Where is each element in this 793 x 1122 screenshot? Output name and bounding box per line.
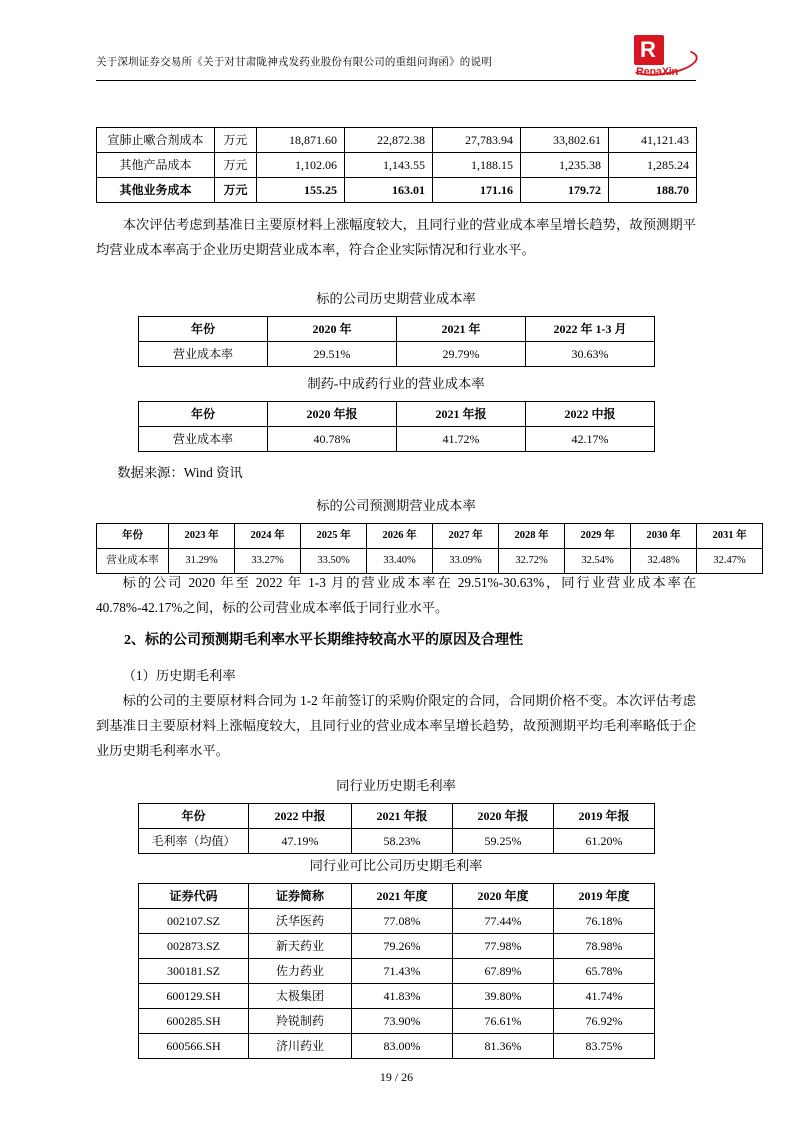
heading-2-wrapper	[96, 628, 696, 653]
table-row	[139, 959, 655, 984]
row-label: 营业成本率	[139, 427, 268, 452]
table-header-row	[139, 884, 655, 909]
col-header: 2021 年报	[352, 804, 453, 829]
industry-margin-caption: 同行业历史期毛利率	[336, 778, 456, 793]
cell: 新天药业	[249, 934, 352, 959]
col-header: 2019 年报	[554, 804, 655, 829]
cell: 81.36%	[453, 1034, 554, 1059]
cell: 76.61%	[453, 1009, 554, 1034]
header-divider	[96, 80, 696, 81]
cell: 179.72	[521, 178, 609, 203]
cell: 33,802.61	[521, 128, 609, 153]
col-header: 2021 年	[397, 317, 526, 342]
col-header: 2021 年度	[352, 884, 453, 909]
cell: 163.01	[345, 178, 433, 203]
cell: 1,285.24	[609, 153, 697, 178]
cell: 羚锐制药	[249, 1009, 352, 1034]
col-header: 2022 中报	[249, 804, 352, 829]
cell: 58.23%	[352, 829, 453, 854]
row-unit: 万元	[215, 153, 257, 178]
table-row	[139, 1034, 655, 1059]
cell: 33.09%	[433, 549, 499, 574]
forecast-cost-table	[96, 523, 763, 574]
cell: 39.80%	[453, 984, 554, 1009]
hist-cost-caption: 标的公司历史期营业成本率	[316, 291, 476, 306]
cell: 29.51%	[268, 342, 397, 367]
table-row	[139, 984, 655, 1009]
row-label: 营业成本率	[97, 549, 169, 574]
cell: 600129.SH	[139, 984, 249, 1009]
cell: 太极集团	[249, 984, 352, 1009]
page-header	[96, 37, 696, 90]
hist-cost-section	[96, 288, 696, 367]
cell: 002107.SZ	[139, 909, 249, 934]
col-header: 年份	[97, 524, 169, 549]
forecast-cost-caption: 标的公司预测期营业成本率	[316, 498, 476, 513]
cell: 67.89%	[453, 959, 554, 984]
sub-heading-1: （1）历史期毛利率	[122, 668, 236, 683]
col-header: 2031 年	[697, 524, 763, 549]
cell: 61.20%	[554, 829, 655, 854]
company-logo	[628, 35, 696, 81]
cell: 73.90%	[352, 1009, 453, 1034]
comparable-margin-caption: 同行业可比公司历史期毛利率	[309, 858, 483, 873]
table-row	[139, 342, 655, 367]
row-label: 其他业务成本	[97, 178, 215, 203]
cell: 32.72%	[499, 549, 565, 574]
logo-letter: R	[640, 37, 656, 62]
col-header: 2025 年	[301, 524, 367, 549]
cell: 18,871.60	[257, 128, 345, 153]
cell: 188.70	[609, 178, 697, 203]
cell: 40.78%	[268, 427, 397, 452]
row-label: 其他产品成本	[97, 153, 215, 178]
hist-cost-table	[138, 316, 655, 367]
paragraph-2-wrapper	[96, 570, 696, 620]
cell: 33.40%	[367, 549, 433, 574]
table-row	[139, 1009, 655, 1034]
cell: 83.75%	[554, 1034, 655, 1059]
col-header: 证券代码	[139, 884, 249, 909]
cell: 32.54%	[565, 549, 631, 574]
cell: 47.19%	[249, 829, 352, 854]
industry-cost-caption: 制药-中成药行业的营业成本率	[307, 376, 485, 391]
cell: 76.92%	[554, 1009, 655, 1034]
col-header: 2021 年报	[397, 402, 526, 427]
table-header-row	[139, 402, 655, 427]
cell: 佐力药业	[249, 959, 352, 984]
cell: 33.50%	[301, 549, 367, 574]
col-header: 证券简称	[249, 884, 352, 909]
industry-cost-table	[138, 401, 655, 452]
cell: 1,102.06	[257, 153, 345, 178]
row-label: 宣肺止嗽合剂成本	[97, 128, 215, 153]
col-header: 年份	[139, 317, 268, 342]
cell: 71.43%	[352, 959, 453, 984]
row-unit: 万元	[215, 128, 257, 153]
cell: 30.63%	[526, 342, 655, 367]
cost-breakdown-table	[96, 127, 697, 203]
cell: 171.16	[433, 178, 521, 203]
cell: 155.25	[257, 178, 345, 203]
comparable-margin-table	[138, 883, 655, 1059]
cell: 76.18%	[554, 909, 655, 934]
cell: 77.98%	[453, 934, 554, 959]
logo-wordmark: RenaXin	[636, 66, 678, 78]
header-title: 关于深圳证券交易所《关于对甘肃陇神戎发药业股份有限公司的重组问询函》的说明	[96, 57, 492, 68]
table-row	[139, 829, 655, 854]
col-header: 2020 年报	[268, 402, 397, 427]
table-row	[139, 909, 655, 934]
col-header: 年份	[139, 804, 249, 829]
industry-margin-table	[138, 803, 655, 854]
col-header: 2023 年	[169, 524, 235, 549]
col-header: 2030 年	[631, 524, 697, 549]
table-row	[139, 934, 655, 959]
cell: 79.26%	[352, 934, 453, 959]
col-header: 2020 年度	[453, 884, 554, 909]
data-source-wrapper	[96, 460, 696, 485]
industry-margin-section	[96, 775, 696, 854]
paragraph-3: 标的公司的主要原材料合同为 1-2 年前签订的采购价限定的合同，合同期价格不变。本次评估考虑到基准日主要原材料上涨幅度较大，且同行业的营业成本率呈增长趋势，故预测期平均毛利率略低于企业历史期毛利率水平。	[96, 693, 696, 758]
cell: 83.00%	[352, 1034, 453, 1059]
table-header-row	[139, 317, 655, 342]
col-header: 2022 年 1-3 月	[526, 317, 655, 342]
cell: 41,121.43	[609, 128, 697, 153]
table-row	[139, 427, 655, 452]
table-header-row	[139, 804, 655, 829]
table-row	[97, 178, 697, 203]
page-number: 19 / 26	[379, 1070, 414, 1084]
industry-cost-section	[96, 373, 696, 452]
table-row	[97, 128, 697, 153]
table-header-row	[97, 524, 763, 549]
col-header: 2019 年度	[554, 884, 655, 909]
col-header: 2024 年	[235, 524, 301, 549]
cell: 1,235.38	[521, 153, 609, 178]
cell: 65.78%	[554, 959, 655, 984]
row-label: 营业成本率	[139, 342, 268, 367]
cell: 59.25%	[453, 829, 554, 854]
row-unit: 万元	[215, 178, 257, 203]
cell: 31.29%	[169, 549, 235, 574]
cell: 42.17%	[526, 427, 655, 452]
col-header: 2020 年	[268, 317, 397, 342]
row-label: 毛利率（均值）	[139, 829, 249, 854]
cell: 32.48%	[631, 549, 697, 574]
col-header: 2029 年	[565, 524, 631, 549]
cell: 沃华医药	[249, 909, 352, 934]
cell: 41.83%	[352, 984, 453, 1009]
comparable-margin-section	[96, 855, 696, 1059]
cell: 600566.SH	[139, 1034, 249, 1059]
col-header: 2027 年	[433, 524, 499, 549]
cell: 41.74%	[554, 984, 655, 1009]
data-source: 数据来源：Wind 资讯	[117, 465, 243, 480]
col-header: 年份	[139, 402, 268, 427]
cost-breakdown-table-wrapper	[96, 127, 696, 203]
cell: 27,783.94	[433, 128, 521, 153]
cell: 41.72%	[397, 427, 526, 452]
paragraph-1: 本次评估考虑到基准日主要原材料上涨幅度较大，且同行业的营业成本率呈增长趋势，故预测期平均营业成本率高于企业历史期营业成本率，符合企业实际情况和行业水平。	[96, 217, 696, 257]
paragraph-2: 标的公司 2020 年至 2022 年 1-3 月的营业成本率在 29.51%-30.63%，同行业营业成本率在 40.78%-42.17%之间，标的公司营业成本率低于同行业水平。	[96, 575, 696, 615]
col-header: 2022 中报	[526, 402, 655, 427]
cell: 29.79%	[397, 342, 526, 367]
sub-heading-wrapper	[96, 663, 696, 688]
cell: 77.44%	[453, 909, 554, 934]
paragraph-3-wrapper	[96, 688, 696, 763]
cell: 002873.SZ	[139, 934, 249, 959]
col-header: 2020 年报	[453, 804, 554, 829]
cell: 1,143.55	[345, 153, 433, 178]
cell: 33.27%	[235, 549, 301, 574]
paragraph-1-wrapper	[96, 212, 696, 262]
cell: 济川药业	[249, 1034, 352, 1059]
forecast-cost-section	[96, 495, 747, 574]
cell: 78.98%	[554, 934, 655, 959]
cell: 77.08%	[352, 909, 453, 934]
cell: 600285.SH	[139, 1009, 249, 1034]
cell: 300181.SZ	[139, 959, 249, 984]
col-header: 2028 年	[499, 524, 565, 549]
col-header: 2026 年	[367, 524, 433, 549]
cell: 22,872.38	[345, 128, 433, 153]
section-heading-2: 2、标的公司预测期毛利率水平长期维持较高水平的原因及合理性	[124, 633, 523, 648]
cell: 1,188.15	[433, 153, 521, 178]
table-row	[97, 153, 697, 178]
cell: 32.47%	[697, 549, 763, 574]
